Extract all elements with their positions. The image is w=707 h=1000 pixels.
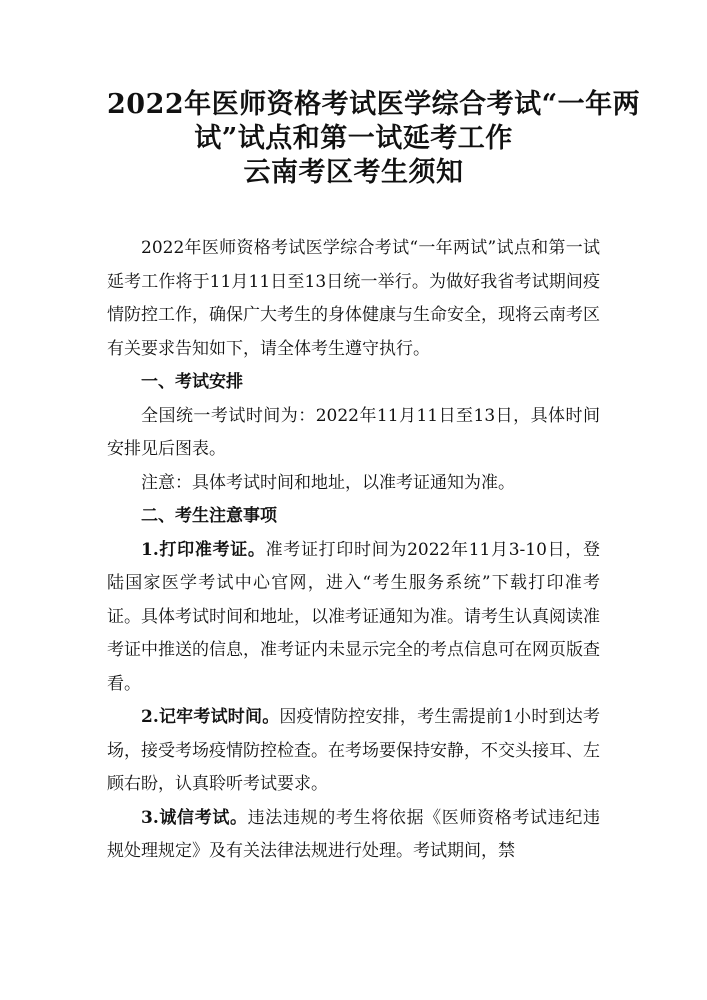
notice-item-2-title: 2.记牢考试时间。: [141, 707, 280, 727]
notice-item-2: [107, 701, 600, 802]
section-2-heading: 二、考生注意事项: [141, 506, 277, 526]
notice-item-1-title: 1.打印准考证。: [141, 539, 266, 560]
notice-item-3-title: 3.诚信考试。: [141, 807, 248, 828]
section-1-heading: 一、考试安排: [141, 372, 243, 392]
title-line-2: 试”试点和第一试延考工作: [194, 123, 513, 154]
notice-item-2-text: 因疫情防控安排，考生需提前1小时到达考场，接受考场疫情防控检查。在考场要保持安静，不交头接耳、左顾右盼，认真聆听考试要求。: [107, 707, 600, 794]
title-line-1: 2022年医师资格考试医学综合考试“一年两: [107, 89, 641, 120]
section-1-paragraph-1: 全国统一考试时间为：2022年11月11日至13日，具体时间安排见后图表。: [107, 405, 600, 459]
section-1-paragraph-2: 注意：具体考试时间和地址，以准考证通知为准。: [141, 472, 515, 493]
notice-item-3-text: 违法违规的考生将依据《医师资格考试违纪违规处理规定》及有关法律法规进行处理。考试期间，禁: [107, 807, 601, 861]
intro-paragraph: 2022年医师资格考试医学综合考试“一年两试”试点和第一试延考工作将于11月11日至13日统一举行。为做好我省考试期间疫情防控工作，确保广大考生的身体健康与生命安全，现将云南考区有关要求告知如下，请全体考生遵守执行。: [107, 238, 600, 359]
title-line-3: 云南考区考生须知: [243, 157, 464, 188]
notice-item-1: [107, 534, 600, 702]
notice-item-1-text: 准考证打印时间为2022年11月3-10日，登陆国家医学考试中心官网，进入“考生服务系统”下载打印准考证。具体考试时间和地址，以准考证通知为准。请考生认真阅读准考证中推送的信息，准考证内未显示完全的考点信息可在网页版查看。: [107, 539, 600, 694]
document-title: [107, 0, 641, 190]
document-body: [107, 232, 600, 869]
notice-item-3: [107, 802, 600, 869]
